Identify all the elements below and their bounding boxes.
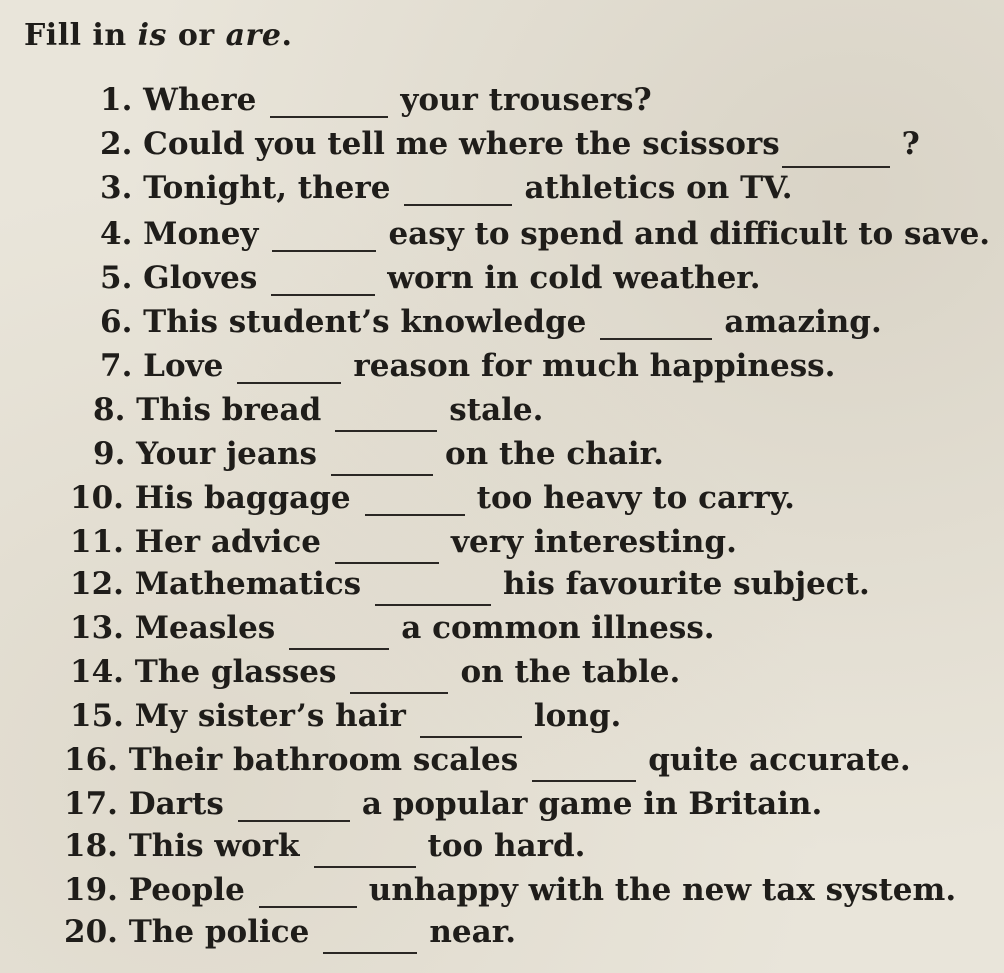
item-number: 6. — [100, 304, 133, 340]
item-text-after: your trousers? — [400, 82, 652, 118]
answer-blank[interactable] — [365, 512, 465, 516]
answer-blank[interactable] — [375, 602, 491, 606]
exercise-item-12 — [70, 566, 870, 602]
item-text-before: His baggage — [134, 480, 351, 516]
item-text-after: athletics on TV. — [524, 170, 793, 206]
item-text-before: Her advice — [134, 524, 322, 560]
answer-blank[interactable] — [270, 114, 388, 118]
exercise-item-5 — [100, 260, 761, 296]
item-text-before: This work — [128, 828, 300, 864]
exercise-item-19 — [64, 872, 956, 908]
item-number: 2. — [100, 126, 133, 162]
item-text-after: amazing. — [724, 304, 882, 340]
item-text-before: Love — [143, 348, 224, 384]
item-text-after: ? — [901, 126, 920, 162]
item-number: 8. — [93, 392, 126, 428]
item-text-after: reason for much happiness. — [353, 348, 836, 384]
item-text-after: unhappy with the new tax system. — [368, 872, 957, 908]
item-number: 3. — [100, 170, 133, 206]
answer-blank[interactable] — [314, 864, 416, 868]
item-text-after: on the table. — [460, 654, 681, 690]
exercise-item-7 — [100, 348, 835, 384]
answer-blank[interactable] — [331, 472, 433, 476]
exercise-item-18 — [64, 828, 585, 864]
exercise-item-16 — [64, 742, 911, 778]
title-word-is: is — [137, 18, 167, 53]
item-number: 12. — [70, 566, 124, 602]
exercise-item-9 — [93, 436, 664, 472]
item-text-after: near. — [429, 914, 517, 950]
item-number: 19. — [64, 872, 118, 908]
title-prefix: Fill in — [24, 18, 138, 53]
exercise-item-2 — [100, 126, 920, 162]
title-word-are: are — [225, 18, 282, 53]
item-text-after: on the chair. — [444, 436, 664, 472]
item-number: 15. — [70, 698, 124, 734]
answer-blank[interactable] — [335, 560, 439, 564]
answer-blank[interactable] — [782, 164, 890, 168]
item-text-before: Gloves — [143, 260, 258, 296]
item-text-after: a popular game in Britain. — [361, 786, 823, 822]
item-number: 13. — [70, 610, 124, 646]
item-text-before: The glasses — [134, 654, 337, 690]
item-text-before: This student’s knowledge — [143, 304, 587, 340]
answer-blank[interactable] — [335, 428, 437, 432]
item-text-before: Darts — [128, 786, 224, 822]
item-number: 7. — [100, 348, 133, 384]
item-text-before: Your jeans — [136, 436, 317, 472]
item-text-after: too hard. — [427, 828, 586, 864]
exercise-item-13 — [70, 610, 715, 646]
item-text-before: Money — [143, 216, 259, 252]
answer-blank[interactable] — [350, 690, 448, 694]
item-text-before: Mathematics — [134, 566, 362, 602]
item-number: 18. — [64, 828, 118, 864]
exercise-title — [24, 18, 292, 53]
item-number: 1. — [100, 82, 133, 118]
item-text-after: a common illness. — [401, 610, 715, 646]
exercise-item-1 — [100, 82, 652, 118]
exercise-item-3 — [100, 170, 793, 206]
item-text-before: Their bathroom scales — [128, 742, 519, 778]
item-number: 10. — [70, 480, 124, 516]
exercise-item-10 — [70, 480, 795, 516]
answer-blank[interactable] — [420, 734, 522, 738]
title-suffix: . — [281, 18, 293, 53]
exercise-item-20 — [64, 914, 516, 950]
answer-blank[interactable] — [323, 950, 417, 954]
item-text-after: his favourite subject. — [503, 566, 870, 602]
item-number: 17. — [64, 786, 118, 822]
exercise-item-6 — [100, 304, 882, 340]
item-number: 14. — [70, 654, 124, 690]
answer-blank[interactable] — [289, 646, 389, 650]
answer-blank[interactable] — [259, 904, 357, 908]
answer-blank[interactable] — [272, 248, 376, 252]
item-text-before: This bread — [136, 392, 322, 428]
item-number: 4. — [100, 216, 133, 252]
item-text-after: worn in cold weather. — [387, 260, 761, 296]
exercise-item-11 — [70, 524, 737, 560]
answer-blank[interactable] — [271, 292, 375, 296]
answer-blank[interactable] — [237, 380, 341, 384]
item-number: 20. — [64, 914, 118, 950]
item-text-after: too heavy to carry. — [476, 480, 795, 516]
item-text-before: Measles — [134, 610, 276, 646]
answer-blank[interactable] — [532, 778, 636, 782]
item-text-after: quite accurate. — [648, 742, 911, 778]
item-text-before: Where — [143, 82, 257, 118]
item-number: 5. — [100, 260, 133, 296]
answer-blank[interactable] — [238, 818, 350, 822]
answer-blank[interactable] — [600, 336, 712, 340]
item-text-after: easy to spend and difficult to save. — [388, 216, 991, 252]
item-text-before: My sister’s hair — [134, 698, 406, 734]
exercise-item-14 — [70, 654, 680, 690]
exercise-item-4 — [100, 216, 990, 252]
item-text-before: Could you tell me where the scissors — [143, 126, 780, 162]
item-number: 9. — [93, 436, 126, 472]
item-text-after: long. — [533, 698, 622, 734]
title-middle: or — [166, 18, 226, 53]
item-number: 11. — [70, 524, 124, 560]
answer-blank[interactable] — [404, 202, 512, 206]
item-text-after: stale. — [449, 392, 544, 428]
exercise-item-15 — [70, 698, 621, 734]
item-number: 16. — [64, 742, 118, 778]
item-text-before: The police — [128, 914, 310, 950]
exercise-item-8 — [93, 392, 543, 428]
item-text-before: People — [128, 872, 245, 908]
item-text-before: Tonight, there — [143, 170, 391, 206]
item-text-after: very interesting. — [451, 524, 737, 560]
exercise-item-17 — [64, 786, 822, 822]
